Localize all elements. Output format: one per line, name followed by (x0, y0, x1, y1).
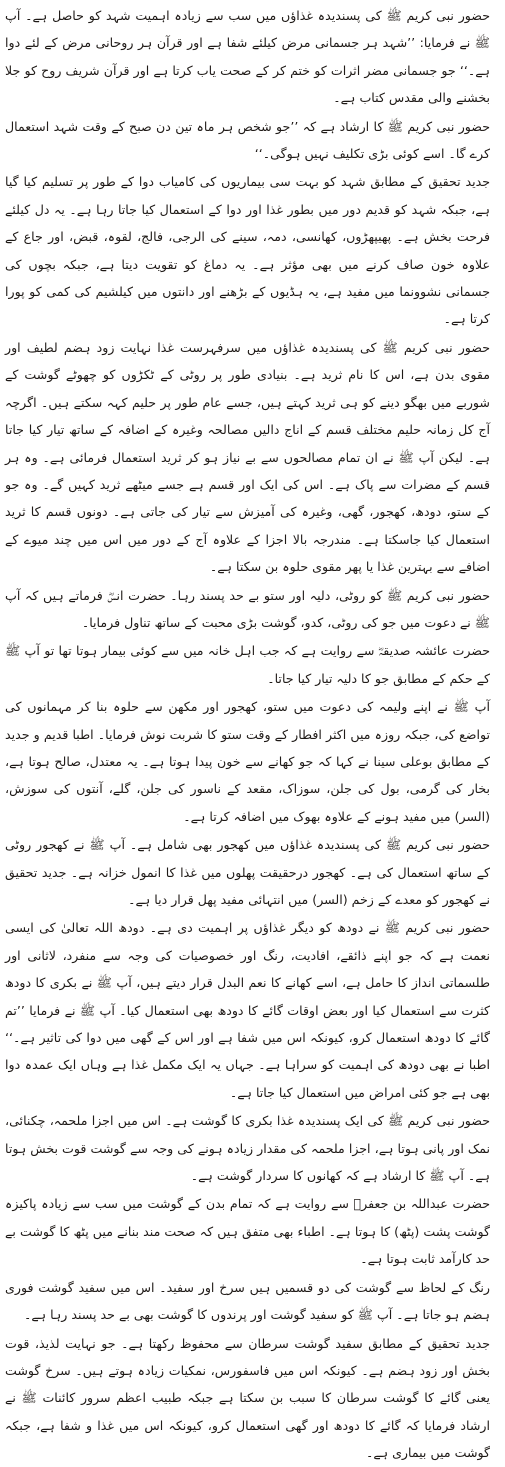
paragraph-honey-research: جدید تحقیق کے مطابق شہد کو بہت سی بیماریوں کی کامیاب دوا کے طور پر تسلیم کیا گیا ہے، جبکہ شہد کو قدیم دور میں بطور غذا اور دوا کے استعمال کیا جاتا رہا ہے۔ یہ دل کیلئے فرحت بخش ہے۔ پھیپھڑوں، کھانسی، دمہ، سینے کی الرجی، فالج، لقوہ، قبض، اور جاع کے علاوہ خون صاف کرنے میں بھی مؤثر ہے۔ یہ دماغ کو تقویت دیتا ہے، جبکہ بچوں کی جسمانی نشوونما میں مفید ہے، یہ ہڈیوں کے بڑھنے اور دانتوں میں کیلشیم کی کمی کو پورا کرتا ہے۔ (5, 174, 490, 327)
paragraph-back-meat: حضرت عبداللہ بن جعفرؓ سے روایت ہے کہ تمام بدن کے گوشت میں سب سے زیادہ پاکیزہ گوشت پشت (پٹھ) کا ہوتا ہے۔ اطباء بھی متفق ہیں کہ صحت مند بنانے میں پٹھ کا گوشت بے حد کارآمد ثابت ہوتا ہے۔ (5, 1196, 490, 1267)
paragraph-tharid: حضور نبی کریم ﷺ کی پسندیدہ غذاؤں میں سرفہرست غذا نہایت زود ہضم لطیف اور مقوی بدن ہے، اس کا نام ثرید ہے۔ بنیادی طور پر روٹی کے ٹکڑوں کو چھوٹے گوشت کے شوربے میں بھگو دینے کو ہی ثرید کہتے ہیں، جسے عام طور پر حلیم کہہ سکتے ہیں۔ اگرچہ آج کل زمانہ حلیم مختلف قسم کے اناج دالیں مصالحہ وغیرہ کے اضافہ کے ساتھ تیار کیا جاتا ہے۔ لیکن آپ ﷺ نے ان تمام مصالحوں سے بے نیاز ہو کر ثرید استعمال فرمائی ہے۔ وہ ہر قسم کے مضرات سے پاک ہے۔ اس کی ایک اور قسم ہے جسے میٹھے ثرید کہیں گے۔ وہ جو کے ستو، دودھ، کھجور، گھی، وغیرہ کی آمیزش سے تیار کی جاتی ہے۔ دونوں قسم کا ثرید استعمال کیا جاسکتا ہے۔ مندرجہ بالا اجزا کے علاوہ آج کے دور میں اس میں چند میوے کے اضافے سے بہترین غذا یا پھر مقوی حلوہ بن سکتا ہے۔ (5, 339, 490, 575)
paragraph-goat-meat: حضور نبی کریم ﷺ کی ایک پسندیدہ غذا بکری کا گوشت ہے۔ اس میں اجزا ملحمہ، چکنائی، نمک اور پانی ہوتا ہے، اجزا ملحمہ کی مقدار زیادہ ہونے کی وجہ سے گوشت قوت بخش ہوتا ہے۔ آپ ﷺ کا ارشاد ہے کہ کھانوں کا سردار گوشت ہے۔ (5, 1113, 490, 1184)
paragraph-meat-color: رنگ کے لحاظ سے گوشت کی دو قسمیں ہیں سرخ اور سفید۔ اس میں سفید گوشت فوری ہضم ہو جاتا ہے۔ آپ ﷺ کو سفید گوشت اور پرندوں کا گوشت بھی بے حد پسند رہا ہے۔ (5, 1279, 490, 1323)
paragraph-barley-bread: حضور نبی کریم ﷺ کو روٹی، دلیہ اور ستو بے حد پسند رہا۔ حضرت انسؓ فرماتے ہیں کہ آپ ﷺ نے دعوت میں جو کی روٹی، کدو، گوشت بڑی محبت کے ساتھ تناول فرمایا۔ (5, 587, 490, 630)
paragraph-sattu: آپ ﷺ نے اپنے ولیمہ کی دعوت میں ستو، کھجور اور مکھن سے حلوہ بنا کر مہمانوں کی تواضع کی، جبکہ روزہ میں اکثر افطار کے وقت ستو کا شربت نوش فرمایا۔ اطبا قدیم و جدید کے مطابق بوعلی سینا نے کہا کہ جو کھانے سے خون پیدا ہوتا ہے۔ یہ معتدل، صالح ہوتا ہے، بخار کی گرمی، بول کی جلن، سوزاک، مقعد کے ناسور کی جلن، گلے، آنتوں کی سوزش، (السر) میں مفید ہونے کے علاوہ بھوک میں اضافہ کرتا ہے۔ (5, 699, 490, 824)
paragraph-honey-hadith: حضور نبی کریم ﷺ کی پسندیدہ غذاؤں میں سب سے زیادہ اہمیت شہد کو حاصل ہے۔ آپ ﷺ نے فرمایا: ’’شہد ہر جسمانی مرض کیلئے شفا ہے اور قرآن ہر روحانی مرض کے لئے دوا ہے۔‘‘ جو جسمانی مضر اثرات کو ختم کر کے صحت یاب کرتا ہے اور قرآن شریف روح کو جلا بخشنے والی مقدس کتاب ہے۔ (5, 8, 490, 106)
paragraph-honey-three-days: حضور نبی کریم ﷺ کا ارشاد ہے کہ ’’جو شخص ہر ماہ تین دن صبح کے وقت شہد استعمال کرے گا۔ اسے کوئی بڑی تکلیف نہیں ہوگی۔‘‘ (5, 118, 490, 162)
paragraph-aisha-porridge: حضرت عائشہ صدیقہؓ سے روایت ہے کہ جب اہل خانہ میں سے کوئی بیمار ہوتا تھا تو آپ ﷺ کے حکم کے مطابق جو کا دلیہ تیار کیا جاتا۔ (5, 643, 490, 686)
paragraph-dates: حضور نبی کریم ﷺ کی پسندیدہ غذاؤں میں کھجور بھی شامل ہے۔ آپ ﷺ نے کھجور روٹی کے ساتھ استعمال کی ہے۔ کھجور درحقیقت پھلوں میں غذا کا انمول خزانہ ہے۔ جدید تحقیق نے کھجور کو معدے کے زخم (السر) میں انتہائی مفید پھل قرار دیا ہے۔ (5, 837, 490, 907)
paragraph-milk: حضور نبی کریم ﷺ نے دودھ کو دیگر غذاؤں پر اہمیت دی ہے۔ دودھ اللہ تعالیٰ کی ایسی نعمت ہے کہ جو اپنے ذائقے، افادیت، رنگ اور خصوصیات کی وجہ سے منفرد، لاثانی اور طلسماتی انداز کا حامل ہے، اسے کھانے کا نعم البدل قرار دیتے ہیں، آپ ﷺ نے بکری کا دودھ کثرت سے استعمال کیا اور بعض اوقات گائے کا دودھ بھی استعمال کیا۔ آپ ﷺ نے فرمایا ’’تم گائے کا دودھ استعمال کرو، کیونکہ اس میں شفا ہے اور اس کے گھی میں دوا کی تاثیر ہے۔‘‘ اطبا نے بھی دودھ کی اہمیت کو سراہا ہے۔ جہاں یہ ایک مکمل غذا ہے وہاں ایک عمدہ دوا بھی ہے جو کئی امراض میں استعمال کیا جاتا ہے۔ (5, 920, 490, 1100)
paragraph-white-meat-research: جدید تحقیق کے مطابق سفید گوشت سرطان سے محفوظ رکھتا ہے۔ جو نہایت لذیذ، قوت بخش اور زود ہضم ہے۔ کیونکہ اس میں فاسفورس، نمکیات زیادہ ہوتے ہیں۔ سرخ گوشت یعنی گائے کا گوشت سرطان کا سبب بن سکتا ہے جبکہ طبیب اعظم سرور کائنات ﷺ نے ارشاد فرمایا کہ گائے کا دودھ اور گھی استعمال کرو، کیونکہ اس میں غذا و شفا ہے، جبکہ گوشت میں بیماری ہے۔ (5, 1335, 490, 1461)
